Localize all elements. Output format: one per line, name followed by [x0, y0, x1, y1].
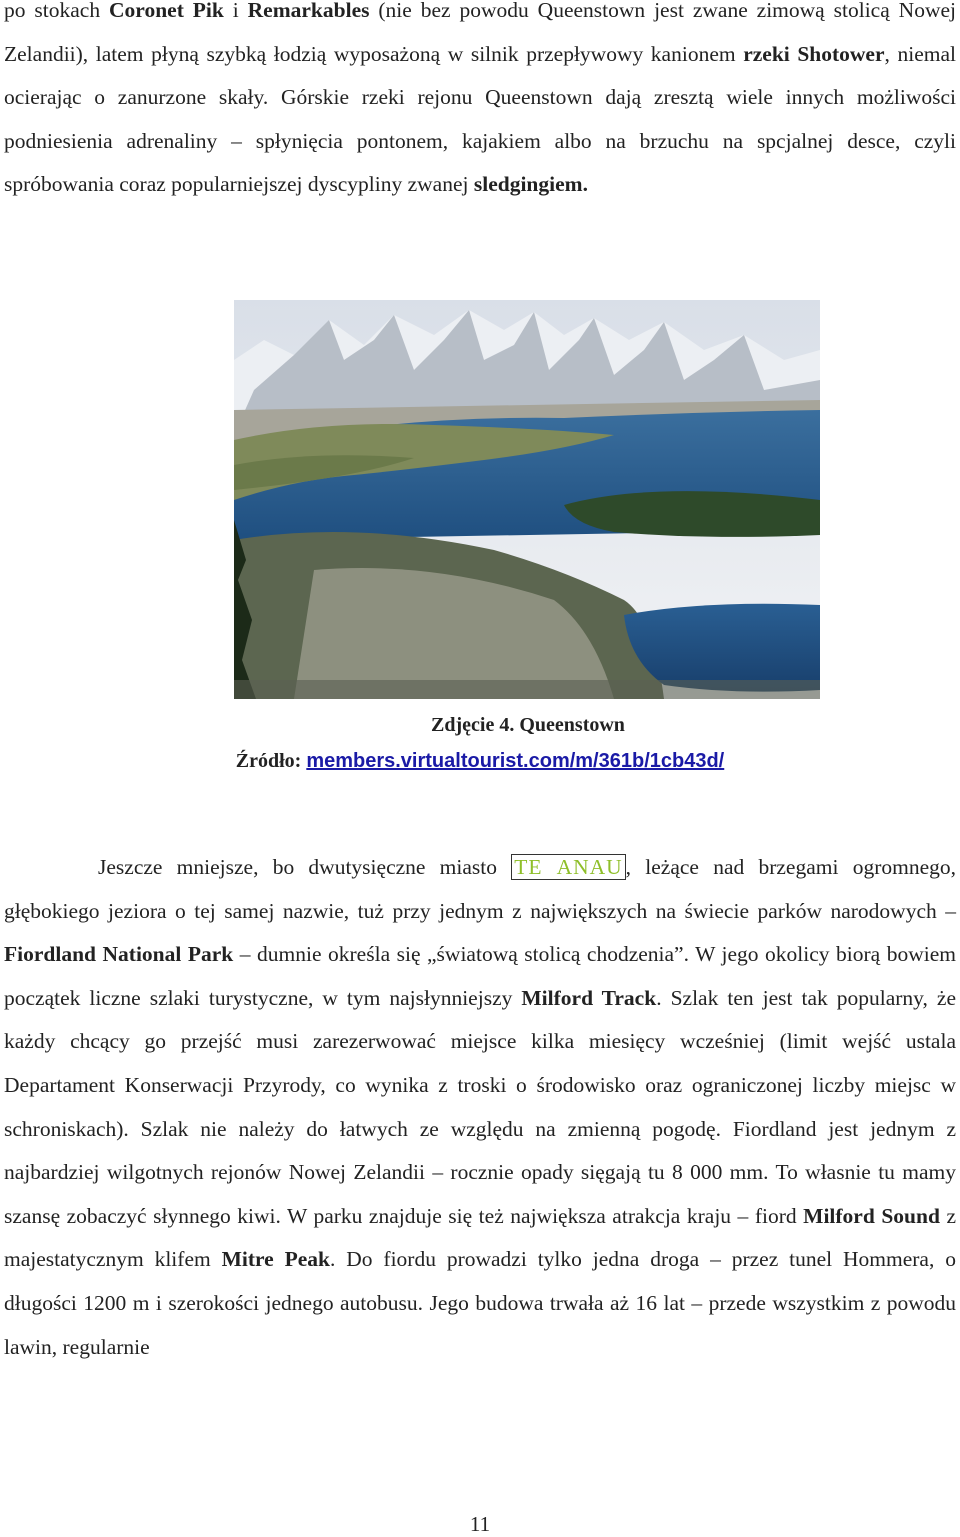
text-run: , niemal ocierając o zanurzone skały. Górskie rzeki rejonu Queenstown dają zresztą wiele innych możliwości podniesienia adrenaliny – spłynięcia pontonem, kajakiem albo na brzuchu na spcjalnej desce, czyli spróbowania coraz popularniejszej dyscypliny zwanej — [4, 41, 956, 197]
bold-milford-track: Milford Track — [521, 985, 657, 1010]
text-run: . — [582, 172, 588, 197]
bold-rzeki-shotower: rzeki Shotower — [743, 41, 885, 66]
bold-remarkables: Remarkables — [247, 0, 370, 22]
highlight-te-anau: TE ANAU — [511, 854, 625, 880]
bold-mitre-peak: Mitre Peak — [221, 1247, 330, 1272]
bold-milford-sound: Milford Sound — [803, 1203, 940, 1228]
paragraph-queenstown — [4, 0, 956, 207]
text-run: Jeszcze mniejsze, bo dwutysięczne miasto — [98, 855, 512, 879]
source-label: Źródło: — [235, 750, 307, 772]
paragraph-te-anau — [4, 846, 956, 1369]
figure-source — [0, 750, 960, 773]
text-run: . Do fiordu prowadzi tylko jedna droga – przez tunel Hommera, o długości 1200 m i szerokości jednego autobusu. Jego budowa trwała aż 16 lat – przede wszystkim z powodu lawin, regularnie — [4, 1247, 956, 1359]
text-run: (nie bez powodu Queenstown jest zwane zimową stolicą Nowej Zelandii), latem płyną szybką łodzią wyposażoną w silnik przepływowy kanionem — [4, 0, 956, 66]
text-run: . Szlak ten jest tak popularny, że każdy chcący go przejść musi zarezerwować miejsce kilka miesięcy wcześniej (limit wejść ustala Departament Konserwacji Przyrody, co wynika z troski o środowisko oraz ograniczonej liczby miejsc w schroniskach). Szlak nie należy do łatwych ze względu na zmienną pogodę. Fiordland jest jednym z najbardziej wilgotnych rejonów Nowej Zelandii – rocznie opady sięgają tu 8 000 mm. To własnie tu mamy szansę zobaczyć słynnego kiwi. W parku znajduje się też największa atrakcja kraju – fiord — [4, 985, 956, 1228]
queenstown-photo — [234, 300, 820, 699]
figure-caption: Zdjęcie 4. Queenstown — [431, 714, 625, 736]
bold-coronet-pik: Coronet Pik — [109, 0, 224, 22]
source-link[interactable]: members.virtualtourist.com/m/361b/1cb43d/ — [306, 750, 725, 772]
text-run: , leżące nad brzegami ogromnego, głębokiego jeziora o tej samej nazwie, tuż przy jednym z największych na świecie parków narodowych – — [4, 855, 956, 923]
bold-fiordland-national-park: Fiordland National Park — [4, 942, 234, 967]
text-run: – dumnie określa się „światową stolicą chodzenia”. W jego okolicy biorą bowiem początek liczne szlaki turystyczne, w tym najsłynniejszy — [4, 942, 956, 1010]
page-number: 11 — [469, 1512, 491, 1536]
text-run: po stokach — [4, 0, 110, 22]
text-run: z majestatycznym klifem — [4, 1203, 956, 1272]
queenstown-photo-illustration — [234, 300, 820, 699]
bold-sledgingiem: sledgingiem — [473, 172, 583, 197]
text-run: i — [223, 0, 248, 22]
